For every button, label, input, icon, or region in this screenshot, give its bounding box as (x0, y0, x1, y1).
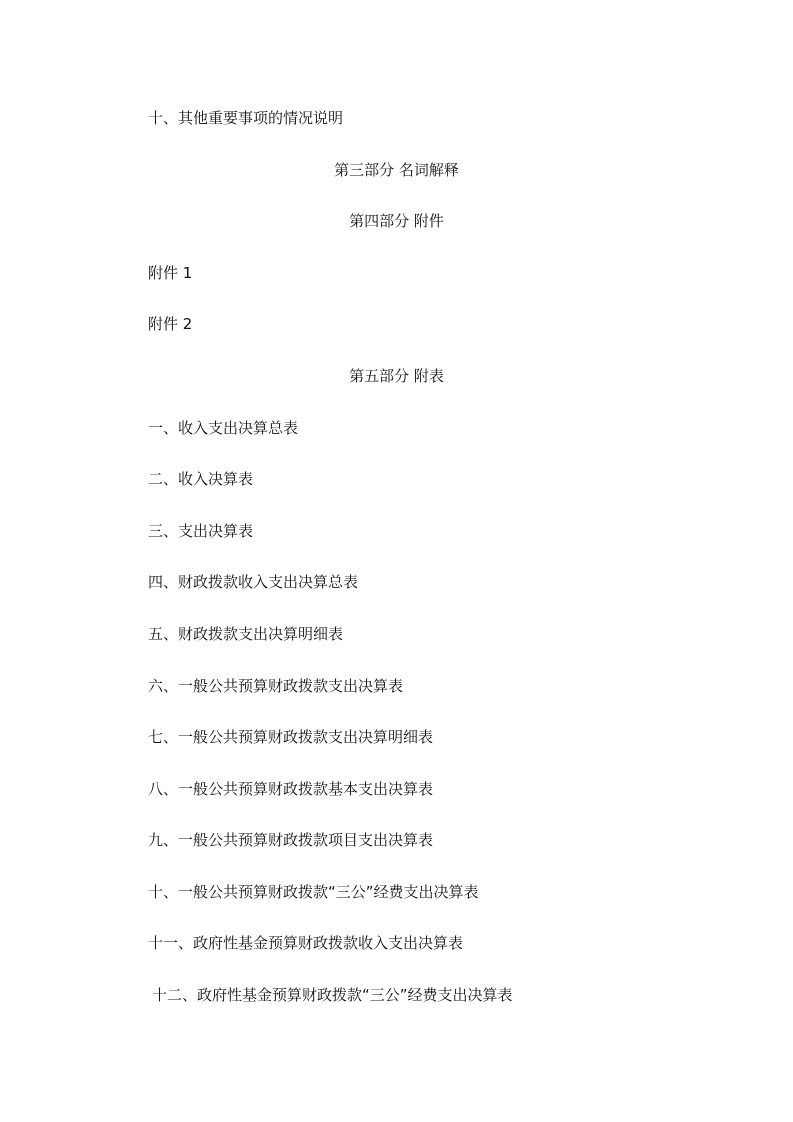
section-item-10-other-matters: 十、其他重要事项的情况说明 (148, 109, 344, 127)
part-5-heading: 第五部分 附表 (349, 367, 444, 385)
table-list-item: 十二、政府性基金预算财政拨款“三公”经费支出决算表 (152, 986, 513, 1004)
table-list-item: 三、支出决算表 (148, 522, 254, 540)
table-list-item: 二、收入决算表 (148, 470, 254, 488)
part-3-heading: 第三部分 名词解释 (334, 161, 459, 179)
attachment-1: 附件 1 (148, 264, 193, 282)
table-list-item: 六、一般公共预算财政拨款支出决算表 (148, 677, 404, 695)
table-list-item: 四、财政拨款收入支出决算总表 (148, 573, 359, 591)
table-list-item: 五、财政拨款支出决算明细表 (148, 625, 344, 643)
table-list-item: 十、一般公共预算财政拨款“三公”经费支出决算表 (148, 883, 479, 901)
table-list-item: 七、一般公共预算财政拨款支出决算明细表 (148, 728, 434, 746)
table-list-item: 一、收入支出决算总表 (148, 419, 299, 437)
table-list-item: 十一、政府性基金预算财政拨款收入支出决算表 (148, 934, 464, 952)
attachment-2: 附件 2 (148, 315, 193, 333)
table-list-item: 八、一般公共预算财政拨款基本支出决算表 (148, 780, 434, 798)
table-list-item: 九、一般公共预算财政拨款项目支出决算表 (148, 831, 434, 849)
part-4-heading: 第四部分 附件 (349, 212, 444, 230)
